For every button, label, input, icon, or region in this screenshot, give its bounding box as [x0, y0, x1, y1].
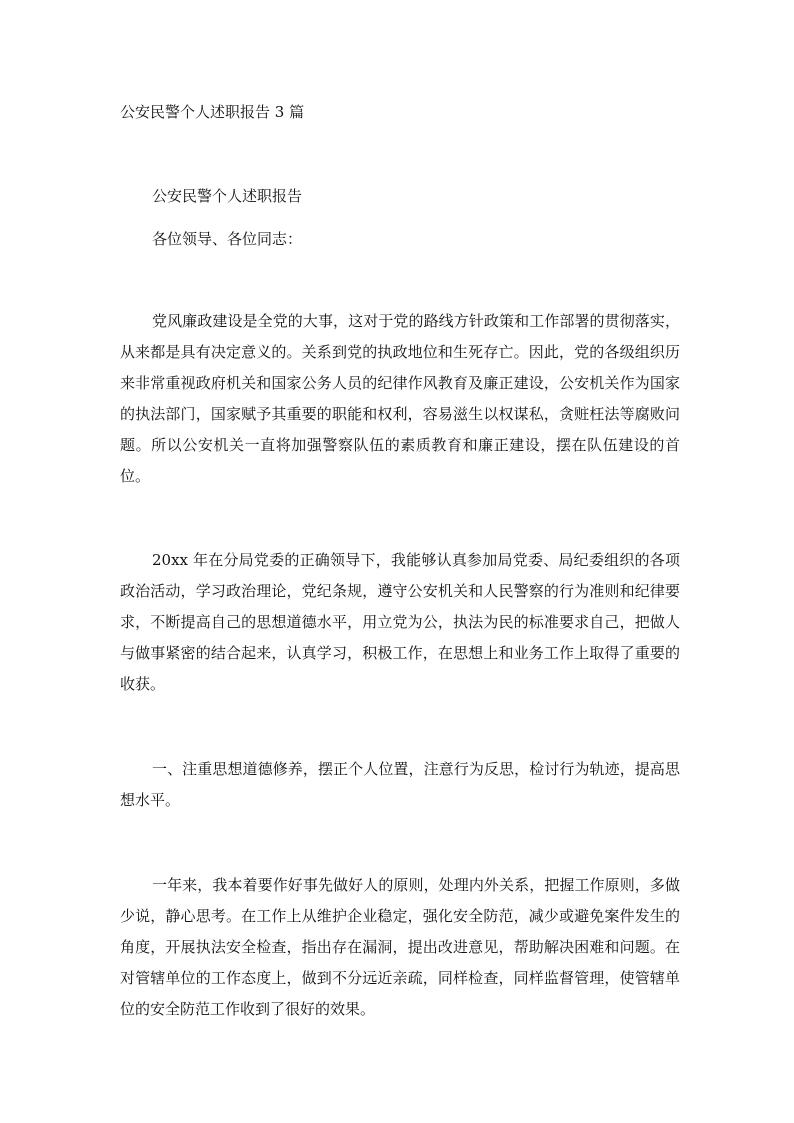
paragraph-1: 党风廉政建设是全党的大事，这对于党的路线方针政策和工作部署的贯彻落实，从来都是具有决定意义的。关系到党的执政地位和生死存亡。因此，党的各级组织历来非常重视政府机关和国家公务人员的纪律作风教育及廉正建设，公安机关作为国家的执法部门，国家赋予其重要的职能和权利，容易滋生以权谋私，贪赃枉法等腐败问题。所以公安机关一直将加强警察队伍的素质教育和廉正建设，摆在队伍建设的首位。 — [120, 312, 680, 485]
salutation: 各位领导、各位同志： — [152, 230, 303, 248]
paragraph-2: 20xx 年在分局党委的正确领导下，我能够认真参加局党委、局纪委组织的各项政治活动，学习政治理论，党纪条规，遵守公安机关和人民警察的行为准则和纪律要求，不断提高自己的思想道德水平，用立党为公，执法为民的标准要求自己，把做人与做事紧密的结合起来，认真学习，积极工作，在思想上和业务工作上取得了重要的收获。 — [120, 551, 680, 693]
paragraph-4: 一年来，我本着要作好事先做好人的原则，处理内外关系，把握工作原则，多做少说，静心思考。在工作上从维护企业稳定，强化安全防范，减少或避免案件发生的角度，开展执法安全检查，指出存在漏洞，提出改进意见，帮助解决困难和问题。在对管辖单位的工作态度上，做到不分远近亲疏，同样检查，同样监督管理，使管辖单位的安全防范工作收到了很好的效果。 — [120, 876, 680, 1018]
document-title: 公安民警个人述职报告 3 篇 — [120, 103, 305, 121]
report-subtitle: 公安民警个人述职报告 — [152, 187, 303, 205]
paragraph-3: 一、注重思想道德修养，摆正个人位置，注意行为反思，检讨行为轨迹，提高思想水平。 — [120, 760, 680, 809]
